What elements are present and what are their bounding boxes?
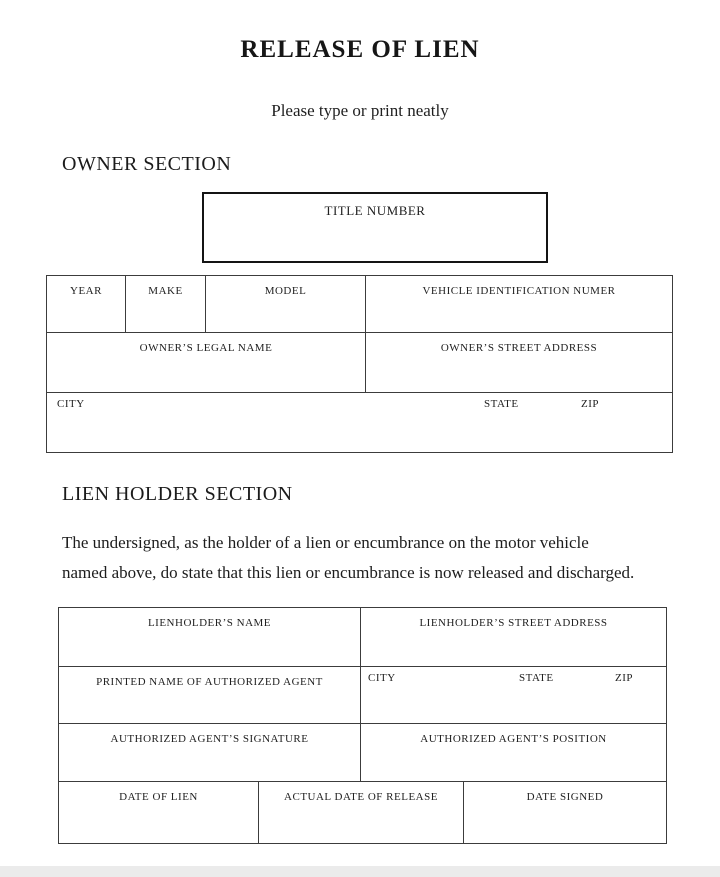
title-number-field[interactable] [202, 192, 548, 263]
release-statement-line2: named above, do state that this lien or encumbrance is now released and discharged. [62, 563, 635, 582]
actual-date-of-release-label: ACTUAL DATE OF RELEASE [284, 791, 438, 803]
lien-holder-section-heading: LIEN HOLDER SECTION [62, 483, 293, 505]
owner-street-address-label: OWNER’S STREET ADDRESS [440, 342, 598, 354]
form-subtitle: Please type or print neatly [271, 101, 449, 120]
release-statement-line1: The undersigned, as the holder of a lien or encumbrance on the motor vehicle [62, 533, 589, 552]
agent-city-state-zip-field[interactable] [361, 667, 666, 723]
lien-table-row-name-address [59, 608, 666, 667]
owner-zip-label: ZIP [581, 398, 599, 410]
page-bottom-edge [0, 866, 720, 877]
date-of-lien-label: DATE OF LIEN [119, 791, 198, 803]
owner-state-label: STATE [484, 398, 519, 410]
owner-street-address-field[interactable] [366, 333, 672, 392]
lienholder-street-address-field[interactable] [361, 608, 666, 666]
agent-signature-field[interactable] [59, 724, 361, 781]
year-label: YEAR [70, 285, 102, 297]
owner-city-state-zip-field[interactable] [47, 393, 672, 452]
printed-agent-name-label: PRINTED NAME OF AUTHORIZED AGENT [96, 676, 323, 688]
agent-state-label: STATE [519, 672, 554, 684]
owner-table-row-name-address [47, 333, 672, 393]
owner-legal-name-field[interactable] [47, 333, 366, 392]
release-statement [62, 528, 674, 588]
lienholder-name-field[interactable] [59, 608, 361, 666]
model-field[interactable] [206, 276, 366, 332]
agent-signature-label: AUTHORIZED AGENT’S SIGNATURE [110, 733, 309, 745]
agent-position-label: AUTHORIZED AGENT’S POSITION [420, 733, 607, 745]
model-label: MODEL [264, 285, 307, 297]
owner-legal-name-label: OWNER’S LEGAL NAME [139, 342, 273, 354]
year-field[interactable] [47, 276, 126, 332]
agent-position-field[interactable] [361, 724, 666, 781]
owner-city-label: CITY [57, 398, 85, 410]
owner-section-heading: OWNER SECTION [62, 153, 232, 175]
form-title: RELEASE OF LIEN [240, 36, 480, 63]
date-signed-label: DATE SIGNED [526, 791, 604, 803]
actual-date-of-release-field[interactable] [259, 782, 464, 843]
lienholder-name-label: LIENHOLDER’S NAME [147, 617, 272, 629]
make-label: MAKE [148, 285, 183, 297]
vin-label: VEHICLE IDENTIFICATION NUMER [422, 285, 616, 297]
lien-table-row-dates [59, 782, 666, 843]
lien-table-row-agent-city [59, 667, 666, 724]
date-signed-field[interactable] [464, 782, 666, 843]
agent-city-label: CITY [368, 672, 396, 684]
owner-table-row-city-state-zip [47, 393, 672, 452]
printed-agent-name-field[interactable] [59, 667, 361, 723]
lien-table-row-signature-position [59, 724, 666, 782]
owner-table [46, 275, 673, 453]
title-number-label: TITLE NUMBER [324, 203, 426, 218]
owner-table-row-vehicle [47, 276, 672, 333]
lien-holder-table [58, 607, 667, 844]
vin-field[interactable] [366, 276, 672, 332]
date-of-lien-field[interactable] [59, 782, 259, 843]
make-field[interactable] [126, 276, 206, 332]
agent-zip-label: ZIP [615, 672, 633, 684]
lienholder-street-address-label: LIENHOLDER’S STREET ADDRESS [419, 617, 608, 629]
